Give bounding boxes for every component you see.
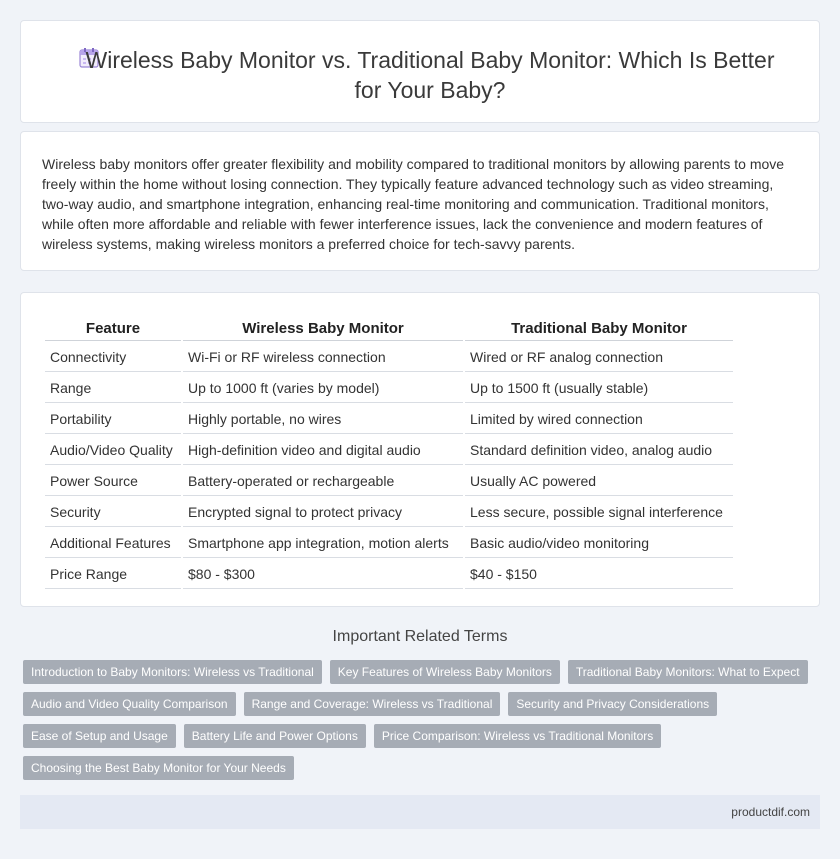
cell-wireless: Highly portable, no wires xyxy=(183,405,463,434)
cell-wireless: Up to 1000 ft (varies by model) xyxy=(183,374,463,403)
table-row xyxy=(45,498,733,527)
table-row xyxy=(45,560,733,589)
cell-feature: Price Range xyxy=(45,560,181,589)
table-row xyxy=(45,467,733,496)
intro-card xyxy=(20,131,820,271)
table-row xyxy=(45,405,733,434)
related-term-tag[interactable]: Security and Privacy Considerations xyxy=(508,692,717,716)
cell-traditional: $40 - $150 xyxy=(465,560,733,589)
related-terms-list xyxy=(23,660,813,780)
related-term-tag[interactable]: Traditional Baby Monitors: What to Expect xyxy=(568,660,808,684)
cell-traditional: Up to 1500 ft (usually stable) xyxy=(465,374,733,403)
table-row xyxy=(45,374,733,403)
cell-wireless: Wi-Fi or RF wireless connection xyxy=(183,343,463,372)
comparison-table xyxy=(43,315,735,591)
comparison-table-card xyxy=(20,292,820,607)
related-term-tag[interactable]: Ease of Setup and Usage xyxy=(23,724,176,748)
related-term-tag[interactable]: Choosing the Best Baby Monitor for Your Needs xyxy=(23,756,294,780)
cell-feature: Additional Features xyxy=(45,529,181,558)
cell-wireless: Battery-operated or rechargeable xyxy=(183,467,463,496)
header-feature: Feature xyxy=(45,317,181,341)
related-term-tag[interactable]: Key Features of Wireless Baby Monitors xyxy=(330,660,560,684)
cell-traditional: Usually AC powered xyxy=(465,467,733,496)
cell-traditional: Basic audio/video monitoring xyxy=(465,529,733,558)
table-row xyxy=(45,436,733,465)
table-row xyxy=(45,343,733,372)
intro-paragraph: Wireless baby monitors offer greater flexibility and mobility compared to traditional monitors by allowing parents to move freely within the home without losing connection. They typically feature advanced technology such as video streaming, two-way audio, and smartphone integration, enhancing real-time monitoring and communication. Traditional monitors, while often more affordable and reliable with fewer interference issues, lack the convenience and modern features of wireless systems, making wireless monitors a preferred choice for tech-savvy parents. xyxy=(42,156,785,252)
table-header-row xyxy=(45,317,733,341)
cell-feature: Power Source xyxy=(45,467,181,496)
related-term-tag[interactable]: Battery Life and Power Options xyxy=(184,724,366,748)
cell-traditional: Wired or RF analog connection xyxy=(465,343,733,372)
footer-site-name: productdif.com xyxy=(731,805,810,819)
cell-feature: Connectivity xyxy=(45,343,181,372)
page-title: Wireless Baby Monitor vs. Traditional Baby Monitor: Which Is Better for Your Baby? xyxy=(85,47,775,103)
cell-wireless: High-definition video and digital audio xyxy=(183,436,463,465)
title-card xyxy=(20,20,820,123)
header-wireless: Wireless Baby Monitor xyxy=(183,317,463,341)
cell-wireless: Smartphone app integration, motion alerts xyxy=(183,529,463,558)
cell-feature: Audio/Video Quality xyxy=(45,436,181,465)
cell-traditional: Less secure, possible signal interference xyxy=(465,498,733,527)
related-term-tag[interactable]: Price Comparison: Wireless vs Traditional Monitors xyxy=(374,724,661,748)
related-term-tag[interactable]: Audio and Video Quality Comparison xyxy=(23,692,236,716)
cell-wireless: Encrypted signal to protect privacy xyxy=(183,498,463,527)
cell-feature: Portability xyxy=(45,405,181,434)
cell-feature: Range xyxy=(45,374,181,403)
related-term-tag[interactable]: Range and Coverage: Wireless vs Traditional xyxy=(244,692,501,716)
cell-wireless: $80 - $300 xyxy=(183,560,463,589)
footer xyxy=(20,795,820,829)
cell-feature: Security xyxy=(45,498,181,527)
related-terms-heading: Important Related Terms xyxy=(332,628,508,645)
related-term-tag[interactable]: Introduction to Baby Monitors: Wireless vs Traditional xyxy=(23,660,322,684)
cell-traditional: Limited by wired connection xyxy=(465,405,733,434)
header-traditional: Traditional Baby Monitor xyxy=(465,317,733,341)
table-row xyxy=(45,529,733,558)
cell-traditional: Standard definition video, analog audio xyxy=(465,436,733,465)
